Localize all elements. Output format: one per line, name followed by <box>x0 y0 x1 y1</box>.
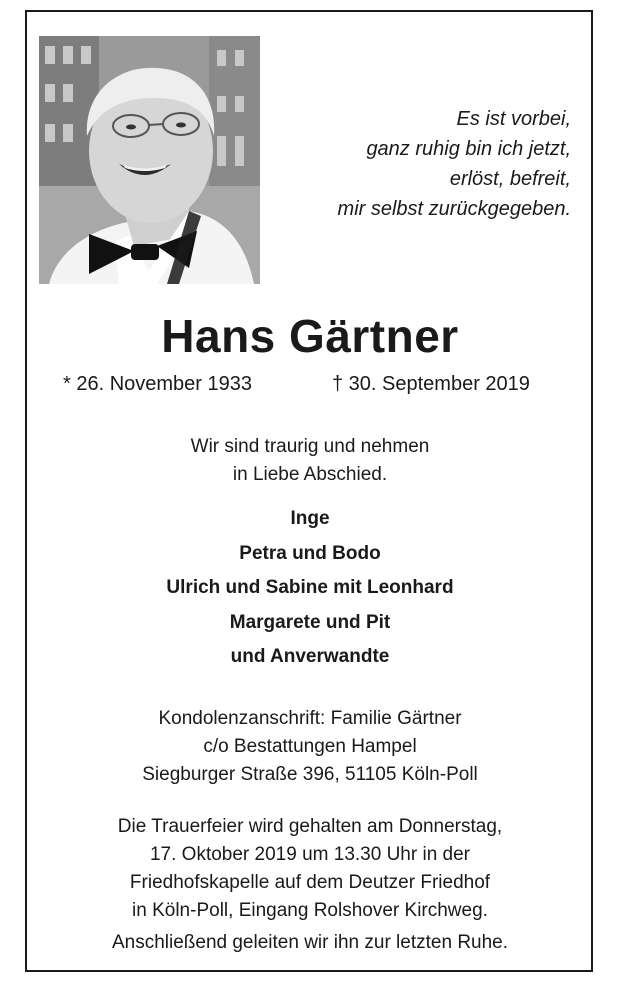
intro-line: Wir sind traurig und nehmen <box>190 436 430 457</box>
address-line: Kondolenzanschrift: Familie Gärtner <box>158 708 462 729</box>
mourner-name: und Anverwandte <box>230 646 390 667</box>
service-line: Die Trauerfeier wird gehalten am Donnerstag, <box>117 816 503 837</box>
service-line: 17. Oktober 2019 um 13.30 Uhr in der <box>149 844 471 865</box>
deceased-name: Hans Gärtner <box>161 310 459 362</box>
intro-line: in Liebe Abschied. <box>232 464 388 485</box>
poem-line: mir selbst zurückgegeben. <box>337 198 571 220</box>
intro-text <box>0 433 620 489</box>
mourners-list <box>0 502 620 675</box>
mourner-name: Ulrich und Sabine mit Leonhard <box>166 577 454 598</box>
death-date: † 30. September 2019 <box>332 373 530 395</box>
service-info <box>0 813 620 925</box>
portrait-photo <box>39 36 260 284</box>
mourner-name: Margarete und Pit <box>229 611 391 633</box>
condolence-address <box>0 705 620 789</box>
birth-date: * 26. November 1933 <box>63 373 253 395</box>
service-line: Friedhofskapelle auf dem Deutzer Friedhof <box>129 872 491 893</box>
poem-line: erlöst, befreit, <box>449 168 571 190</box>
mourner-name: Inge <box>290 508 330 529</box>
service-line: in Köln-Poll, Eingang Rolshover Kirchweg. <box>132 900 488 921</box>
mourner-name: Petra und Bodo <box>239 542 381 564</box>
poem-line: Es ist vorbei, <box>456 108 571 130</box>
poem-line: ganz ruhig bin ich jetzt, <box>366 138 571 160</box>
address-line: c/o Bestattungen Hampel <box>203 736 417 757</box>
address-line: Siegburger Straße 396, 51105 Köln-Poll <box>142 764 478 785</box>
poem <box>271 104 571 224</box>
closing-text: Anschließend geleiten wir ihn zur letzten Ruhe. <box>111 932 509 953</box>
